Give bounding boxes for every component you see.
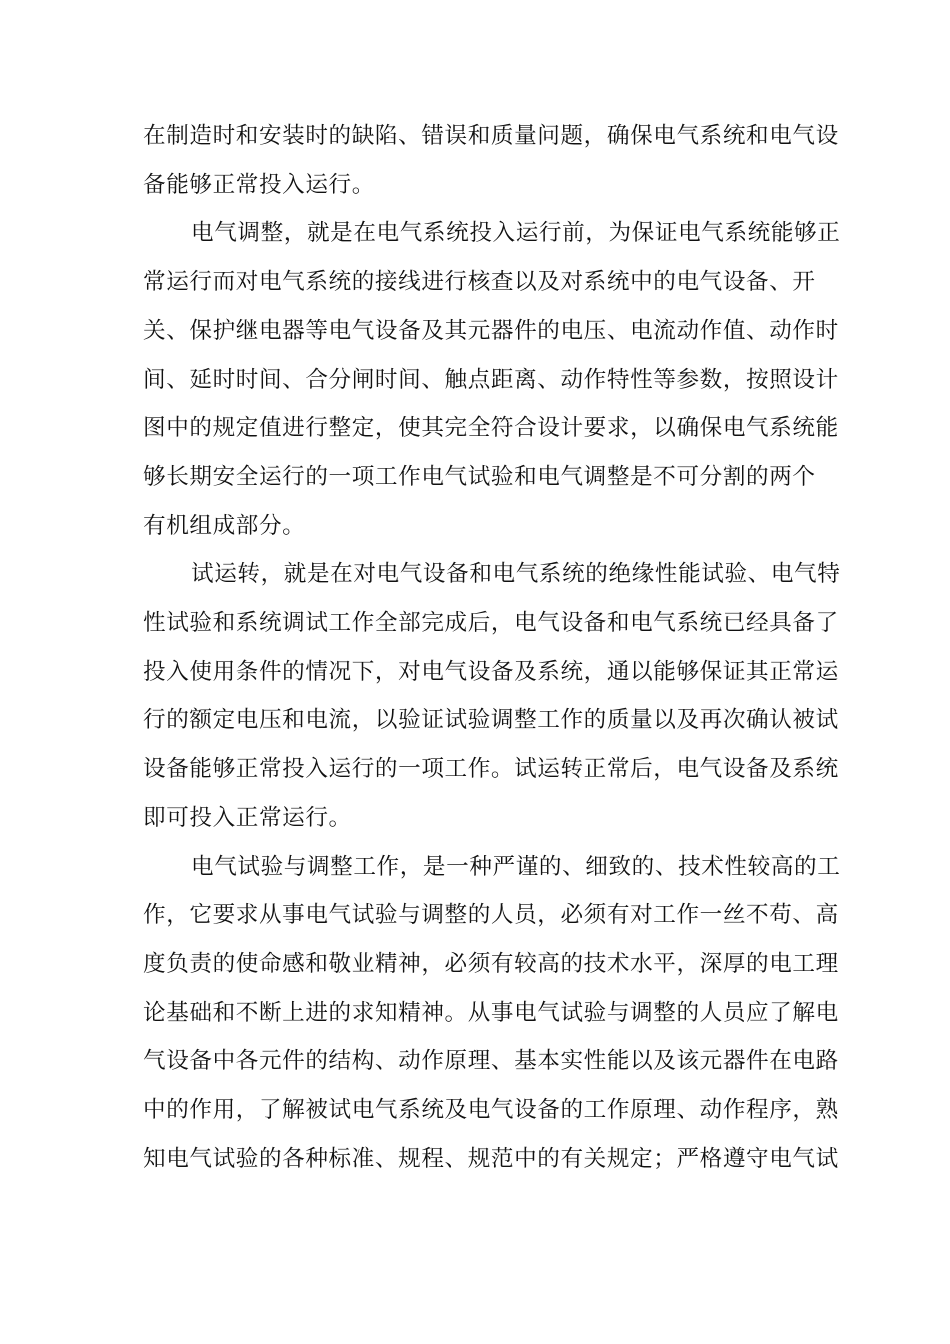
text-line: 气设备中各元件的结构、动作原理、基本实性能以及该元器件在电路 xyxy=(143,1048,839,1075)
text-line: 图中的规定值进行整定，使其完全符合设计要求，以确保电气系统能 xyxy=(143,415,839,442)
text-line: 电气调整，就是在电气系统投入运行前，为保证电气系统能够正 xyxy=(191,220,841,247)
text-line: 度负责的使命感和敬业精神，必须有较高的技术水平，深厚的电工理 xyxy=(143,950,839,977)
text-line: 作，它要求从事电气试验与调整的人员，必须有对工作一丝不苟、高 xyxy=(143,902,839,929)
text-line: 设备能够正常投入运行的一项工作。试运转正常后，电气设备及系统 xyxy=(143,756,839,783)
text-line: 中的作用，了解被试电气系统及电气设备的工作原理、动作程序，熟 xyxy=(143,1097,839,1124)
text-line: 行的额定电压和电流，以验证试验调整工作的质量以及再次确认被试 xyxy=(143,707,839,734)
paragraph-3 xyxy=(143,550,841,842)
text-line: 有机组成部分。 xyxy=(143,512,306,539)
paragraph-2 xyxy=(143,209,841,550)
text-line: 投入使用条件的情况下，对电气设备及系统，通以能够保证其正常运 xyxy=(143,658,839,685)
text-line: 常运行而对电气系统的接线进行核查以及对系统中的电气设备、开 xyxy=(143,269,816,296)
text-line: 够长期安全运行的一项工作电气试验和电气调整是不可分割的两个 xyxy=(143,463,816,490)
text-line: 知电气试验的各种标准、规程、规范中的有关规定；严格遵守电气试 xyxy=(143,1145,839,1172)
text-line: 电气试验与调整工作，是一种严谨的、细致的、技术性较高的工 xyxy=(191,853,841,880)
text-line: 性试验和系统调试工作全部完成后，电气设备和电气系统已经具备了 xyxy=(143,610,839,637)
paragraph-4 xyxy=(143,843,841,1184)
text-line: 备能够正常投入运行。 xyxy=(143,171,375,198)
text-line: 间、延时时间、合分闸时间、触点距离、动作特性等参数，按照设计 xyxy=(143,366,839,393)
text-line: 论基础和不断上进的求知精神。从事电气试验与调整的人员应了解电 xyxy=(143,999,839,1026)
text-line: 试运转，就是在对电气设备和电气系统的绝缘性能试验、电气特 xyxy=(191,561,841,588)
text-line: 在制造时和安装时的缺陷、错误和质量问题，确保电气系统和电气设 xyxy=(143,123,839,149)
paragraph-1 xyxy=(143,112,839,209)
text-line: 关、保护继电器等电气设备及其元器件的电压、电流动作值、动作时 xyxy=(143,317,839,344)
text-line: 即可投入正常运行。 xyxy=(143,804,352,831)
document-body xyxy=(143,112,841,1183)
